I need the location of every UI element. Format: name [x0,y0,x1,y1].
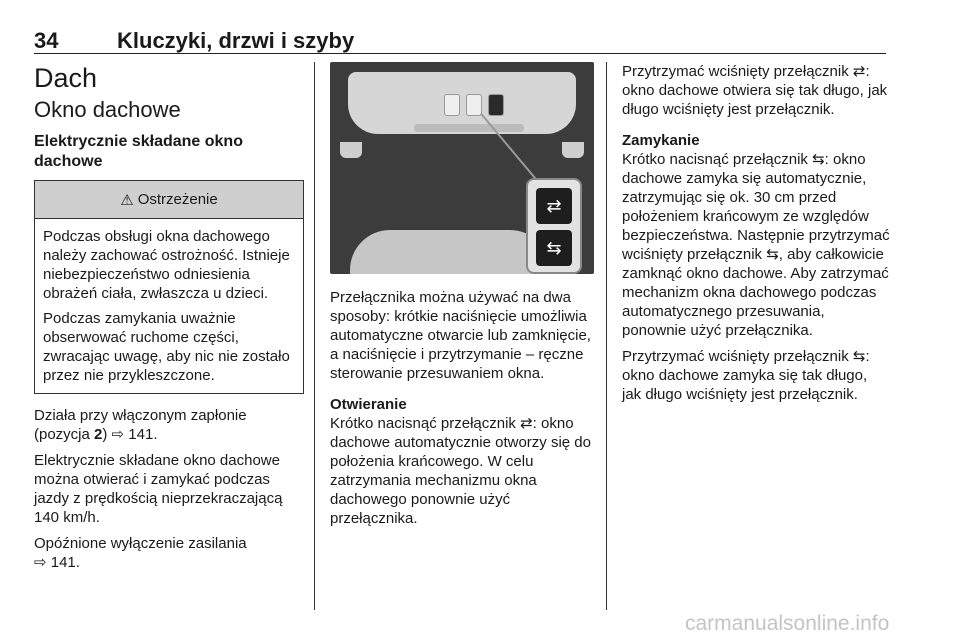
sunroof-close-icon: ⇆ [766,246,779,263]
subheading-open: Otwieranie [330,396,407,413]
text: : okno dachowe zamyka się tak długo, jak długo wciśnięty jest przełącznik. [622,348,870,403]
rearview-mirror [350,230,550,274]
overhead-console [348,72,576,134]
sun-visor-clip [340,142,362,158]
sunroof-close-icon: ⇆ [812,151,825,168]
column-1 [34,62,304,579]
page-reference: 141. [50,554,80,571]
console-button [444,94,460,116]
text: Krótko nacisnąć przełącznik [330,415,521,432]
text: : okno dachowe zamyka się automatycznie, zatrzymując się ok. 30 cm przed położeniem krańcowym ze względów bezpieczeństwa. Następnie przytrzymać wciśnięty przełącznik [622,151,890,263]
body-paragraph [622,62,890,119]
text: Działa przy włączonym zapłonie (pozycja [34,407,247,443]
sunroof-open-icon: ⇄ [520,415,533,432]
chapter-title: Kluczyki, drzwi i szyby [117,28,355,53]
text: : okno dachowe automatycznie otworzy się do położenia krańcowego. W celu zatrzymania mechanizmu okna dachowego ponownie użyć przełącznika. [330,415,591,527]
column-divider [606,62,607,610]
body-paragraph [622,150,890,340]
subsection-title: Okno dachowe [34,97,181,122]
body-paragraph [34,406,304,444]
warning-triangle-icon: ⚠ [120,191,134,209]
body-paragraph [622,347,890,404]
page-header [34,24,886,54]
body-paragraph [330,414,594,528]
column-3 [622,62,890,411]
console-sunroof-switch [488,94,504,116]
warning-paragraph: Podczas zamykania uważnie obserwować ruchome części, zwracając uwagę, aby nic nie zostało przez nie przykleszczone. [43,310,290,384]
column-divider [314,62,315,610]
sunroof-open-icon: ⇄ [536,188,572,224]
page-reference-icon: ⇨ [34,554,47,571]
page-number: 34 [34,28,59,53]
topic-title: Elektrycznie składane okno dachowe [34,133,243,170]
warning-paragraph: Podczas obsługi okna dachowego należy zachować ostrożność. Istnieje niebezpieczeństwo odniesienia obrażeń ciała, zwłaszcza u dzieci. [43,228,290,302]
text: ) [102,426,112,443]
sunroof-close-icon: ⇆ [852,348,866,365]
column-2 [330,62,594,535]
sunroof-open-icon: ⇄ [852,63,866,80]
sun-visor-clip [562,142,584,158]
warning-header [35,181,303,219]
warning-body [35,219,303,393]
text: Przytrzymać wciśnięty przełącznik [622,348,853,365]
page-reference-icon: ⇨ [111,426,125,443]
text: Opóźnione wyłączenie zasilania [34,535,247,552]
warning-box [34,180,304,394]
text: , aby całkowicie zamknąć okno dachowe. Aby zatrzymać mechanizm okna dachowego podczas automatycznego przesuwania, ponownie użyć przełącznika. [622,246,889,339]
text: Krótko nacisnąć przełącznik [622,151,813,168]
switch-closeup [526,178,582,274]
text: Przytrzymać wciśnięty przełącznik [622,63,853,80]
console-slot [414,124,524,132]
body-paragraph [34,534,304,572]
subheading-close: Zamykanie [622,132,700,149]
watermark: carmanualsonline.info [685,612,890,635]
position-number: 2 [94,426,103,443]
body-paragraph: Przełącznika można używać na dwa sposoby: krótkie naciśnięcie umożliwia automatyczne otwarcie lub zamknięcie, a naciśnięcie i przytrzymanie – ręczne sterowanie przesuwaniem okna. [330,289,591,382]
page-reference: 141. [128,426,158,443]
sunroof-close-icon: ⇆ [536,230,572,266]
sunroof-switch-illustration [330,62,594,274]
warning-title: Ostrzeżenie [137,191,218,208]
section-title: Dach [34,63,98,93]
body-paragraph: Elektrycznie składane okno dachowe można otwierać i zamykać podczas jazdy z prędkością nieprzekraczającą 140 km/h. [34,452,283,526]
text: : okno dachowe otwiera się tak długo, jak długo wciśnięty jest przełącznik. [622,63,888,118]
